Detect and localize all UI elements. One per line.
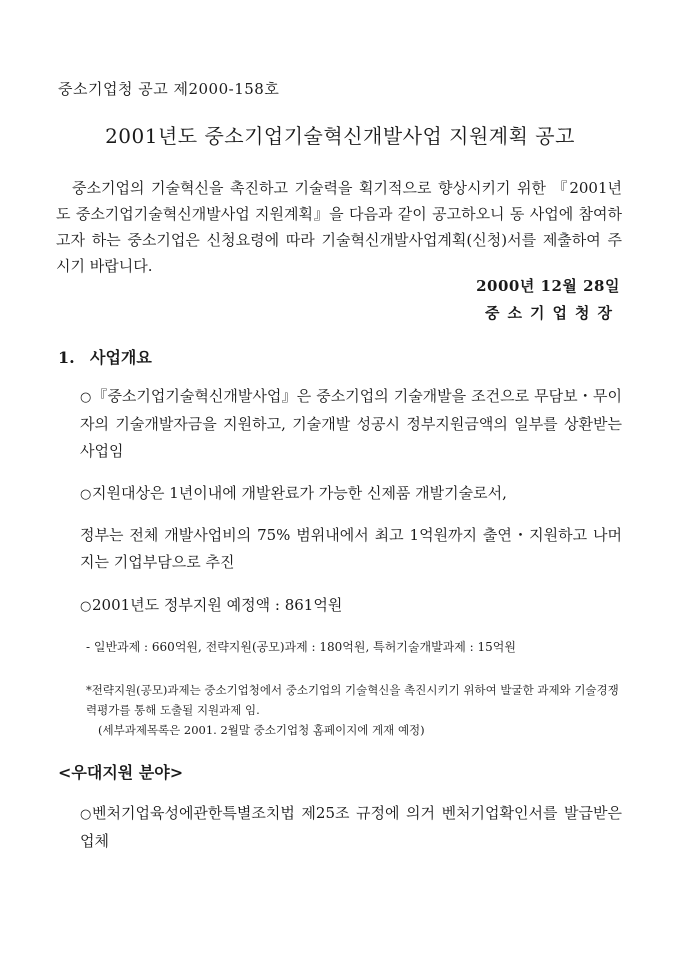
detail-list-note: (세부과제목록은 2001. 2월말 중소기업청 홈페이지에 게재 예정) bbox=[98, 723, 425, 737]
overview-item-2 bbox=[80, 480, 622, 508]
budget-breakdown: - 일반과제 : 660억원, 전략지원(공모)과제 : 180억원, 특허기술개발과제 : 15억원 bbox=[86, 640, 516, 654]
section-title: 사업개요 bbox=[90, 348, 152, 367]
notice-number: 중소기업청 공고 제2000-158호 bbox=[58, 80, 280, 98]
overview-item-1 bbox=[80, 383, 622, 465]
intro-text: 중소기업의 기술혁신을 촉진하고 기술력을 획기적으로 향상시키기 위한 『2001년도 중소기업기술혁신개발사업 지원계획』을 다음과 같이 공고하오니 동 사업에 참여하고자 하는 중소기업은 신청요령에 따라 기술혁신개발사업계획(신청)서를 제출하여 주시기 바랍니다. bbox=[56, 179, 622, 275]
page-title: 2001년도 중소기업기술혁신개발사업 지원계획 공고 bbox=[105, 124, 575, 148]
section-number: 1. bbox=[58, 348, 75, 367]
circle-bullet-icon: ○ bbox=[80, 487, 92, 502]
strategic-note: *전략지원(공모)과제는 중소기업청에서 중소기업의 기술혁신을 촉진시키기 위하여 발굴한 과제와 기술경쟁력평가를 통해 도출될 지원과제 임. bbox=[86, 683, 619, 717]
overview-item-3-text: 2001년도 정부지원 예정액 : 861억원 bbox=[92, 596, 343, 614]
agency-name: 중소기업청장 bbox=[485, 304, 620, 322]
notice-date: 2000년 12월 28일 bbox=[476, 277, 620, 295]
circle-bullet-icon: ○ bbox=[80, 390, 92, 405]
preferred-item-1 bbox=[80, 800, 622, 855]
preferred-support-heading: <우대지원 분야> bbox=[58, 763, 184, 782]
overview-item-1-text: 『중소기업기술혁신개발사업』은 중소기업의 기술개발을 조건으로 무담보・무이자의 기술개발자금을 지원하고, 기술개발 성공시 정부지원금액의 일부를 상환받는 사업임 bbox=[80, 387, 622, 460]
section-heading bbox=[58, 345, 152, 368]
intro-paragraph bbox=[56, 175, 622, 279]
overview-item-3 bbox=[80, 592, 622, 620]
overview-item-2-continuation: 정부는 전체 개발사업비의 75% 범위내에서 최고 1억원까지 출연・지원하고 나머지는 기업부담으로 추진 bbox=[80, 526, 622, 571]
circle-bullet-icon: ○ bbox=[80, 807, 92, 822]
circle-bullet-icon: ○ bbox=[80, 599, 92, 614]
preferred-item-1-text: 벤처기업육성에관한특별조치법 제25조 규정에 의거 벤처기업확인서를 발급받은 업체 bbox=[80, 804, 622, 850]
overview-item-2-text: 지원대상은 1년이내에 개발완료가 가능한 신제품 개발기술로서, bbox=[92, 484, 507, 502]
